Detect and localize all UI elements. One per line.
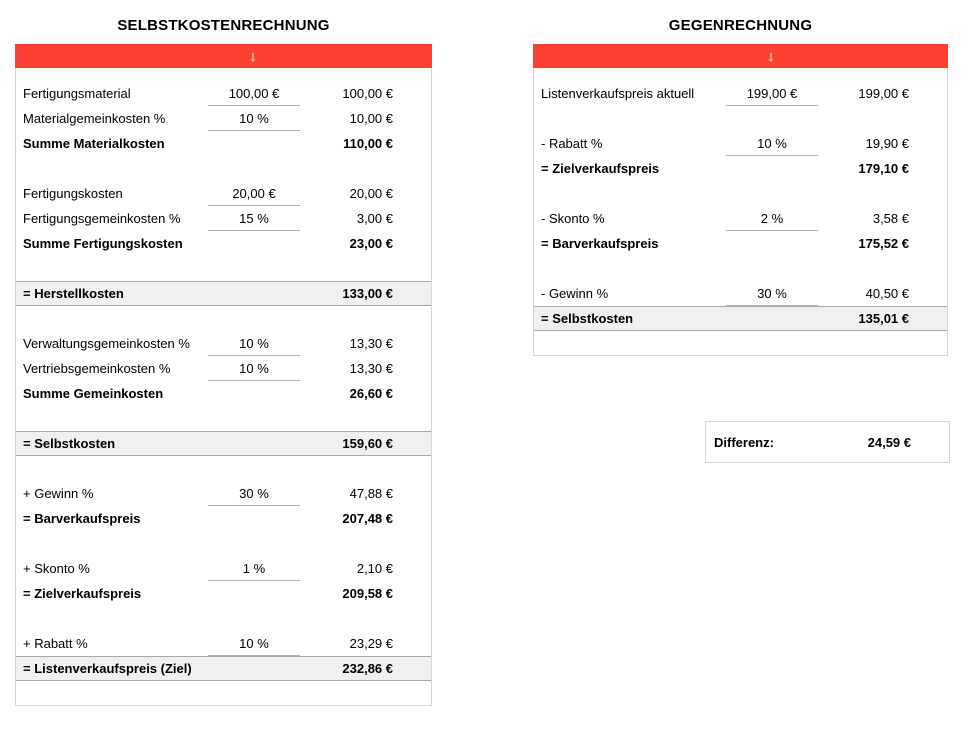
row-label: Summe Fertigungskosten <box>23 236 183 251</box>
table-row <box>534 206 947 231</box>
table-row <box>16 431 431 456</box>
row-label: - Gewinn % <box>541 286 609 301</box>
row-label: = Selbstkosten <box>23 436 116 451</box>
value-cell: 135,01 € <box>858 311 909 326</box>
value-cell: 13,30 € <box>349 336 393 351</box>
empty-input-cell <box>208 131 300 156</box>
gegenrechnung-title: GEGENRECHNUNG <box>668 17 813 34</box>
value-cell: 13,30 € <box>349 361 393 376</box>
input-cell[interactable]: 10 % <box>726 131 818 156</box>
input-cell[interactable]: 30 % <box>726 281 818 306</box>
spacer-row <box>534 256 947 281</box>
value-cell: 159,60 € <box>342 436 393 451</box>
value-cell: 23,00 € <box>349 236 393 251</box>
input-cell[interactable]: 20,00 € <box>208 181 300 206</box>
value-cell: 207,48 € <box>342 511 393 526</box>
difference-box <box>705 421 950 463</box>
table-row <box>16 656 431 681</box>
table-row <box>16 506 431 531</box>
value-cell: 110,00 € <box>343 136 393 151</box>
row-label: + Gewinn % <box>23 486 94 501</box>
value-cell: 10,00 € <box>349 111 393 126</box>
table-row <box>534 281 947 306</box>
input-cell[interactable]: 100,00 € <box>208 81 300 106</box>
row-label: = Herstellkosten <box>23 286 124 301</box>
table-row <box>16 81 431 106</box>
input-cell[interactable]: 1 % <box>208 556 300 581</box>
table-row <box>16 631 431 656</box>
row-label: = Listenverkaufspreis (Ziel) <box>23 661 192 676</box>
empty-input-cell <box>208 381 300 406</box>
row-label: = Selbstkosten <box>541 311 634 326</box>
table-row <box>16 131 431 156</box>
value-cell: 3,00 € <box>356 211 393 226</box>
row-label: - Rabatt % <box>541 136 603 151</box>
row-label: Fertigungsmaterial <box>23 86 131 101</box>
spacer-row <box>534 106 947 131</box>
input-cell[interactable]: 2 % <box>726 206 818 231</box>
table-row <box>534 156 947 181</box>
table-row <box>534 306 947 331</box>
selbstkosten-table <box>15 68 432 706</box>
table-row <box>16 181 431 206</box>
value-cell: 23,29 € <box>349 636 393 651</box>
empty-input-cell <box>208 282 300 305</box>
difference-label: Differenz: <box>714 434 774 450</box>
table-row <box>16 331 431 356</box>
value-cell: 20,00 € <box>349 186 393 201</box>
row-label: = Zielverkaufspreis <box>541 161 660 176</box>
row-label: Materialgemeinkosten % <box>23 111 166 126</box>
value-cell: 2,10 € <box>356 561 393 576</box>
value-cell: 100,00 € <box>342 86 393 101</box>
table-row <box>16 381 431 406</box>
row-label: Vertriebsgemeinkosten % <box>23 361 171 376</box>
value-cell: 133,00 € <box>342 286 393 301</box>
table-row <box>16 206 431 231</box>
table-row <box>16 106 431 131</box>
difference-value: 24,59 € <box>867 434 911 450</box>
table-row <box>16 231 431 256</box>
input-cell[interactable]: 10 % <box>208 631 300 656</box>
selbstkostenrechnung-title: SELBSTKOSTENRECHNUNG <box>117 17 330 34</box>
empty-input-cell <box>208 231 300 256</box>
empty-input-cell <box>208 506 300 531</box>
input-cell[interactable]: 10 % <box>208 356 300 381</box>
value-cell: 179,10 € <box>858 161 909 176</box>
empty-input-cell <box>208 432 300 455</box>
table-row <box>534 81 947 106</box>
spacer-row <box>16 256 431 281</box>
value-cell: 19,90 € <box>865 136 909 151</box>
row-label: Summe Materialkosten <box>23 136 165 151</box>
value-cell: 40,50 € <box>865 286 909 301</box>
input-cell[interactable]: 199,00 € <box>726 81 818 106</box>
value-cell: 232,86 € <box>342 661 393 676</box>
spacer-row <box>16 156 431 181</box>
table-row <box>534 231 947 256</box>
value-cell: 175,52 € <box>858 236 909 251</box>
row-label: Fertigungsgemeinkosten % <box>23 211 181 226</box>
input-cell[interactable]: 10 % <box>208 106 300 131</box>
row-label: = Zielverkaufspreis <box>23 586 142 601</box>
row-label: + Skonto % <box>23 561 90 576</box>
row-label: - Skonto % <box>541 211 605 226</box>
spacer-row <box>16 531 431 556</box>
table-row <box>16 356 431 381</box>
row-label: Listenverkaufspreis aktuell <box>541 86 695 101</box>
row-label: Verwaltungsgemeinkosten % <box>23 336 190 351</box>
row-label: = Barverkaufspreis <box>541 236 659 251</box>
row-label: Fertigungskosten <box>23 186 123 201</box>
table-row <box>534 131 947 156</box>
row-label: Summe Gemeinkosten <box>23 386 164 401</box>
down-arrow-icon: ↓ <box>249 48 257 64</box>
spacer-row <box>16 681 431 706</box>
selbstkosten-header-bar <box>15 44 432 68</box>
value-cell: 3,58 € <box>872 211 909 226</box>
row-label: = Barverkaufspreis <box>23 511 141 526</box>
spacer-row <box>16 306 431 331</box>
empty-input-cell <box>208 581 300 606</box>
value-cell: 199,00 € <box>858 86 909 101</box>
empty-input-cell <box>726 156 818 181</box>
row-label: + Rabatt % <box>23 636 88 651</box>
spacer-row <box>16 606 431 631</box>
table-row <box>16 481 431 506</box>
gegenrechnung-header-bar <box>533 44 948 68</box>
table-row <box>16 581 431 606</box>
table-row <box>16 281 431 306</box>
input-cell[interactable]: 30 % <box>208 481 300 506</box>
value-cell: 209,58 € <box>342 586 393 601</box>
value-cell: 26,60 € <box>349 386 393 401</box>
spacer-row <box>16 456 431 481</box>
spacer-row <box>16 406 431 431</box>
input-cell[interactable]: 15 % <box>208 206 300 231</box>
spacer-row <box>534 181 947 206</box>
table-row <box>16 556 431 581</box>
down-arrow-icon: ↓ <box>767 48 775 64</box>
input-cell[interactable]: 10 % <box>208 331 300 356</box>
empty-input-cell <box>726 307 818 330</box>
value-cell: 47,88 € <box>349 486 393 501</box>
spacer-row <box>534 331 947 356</box>
gegenrechnung-table <box>533 68 948 356</box>
empty-input-cell <box>208 657 300 680</box>
empty-input-cell <box>726 231 818 256</box>
